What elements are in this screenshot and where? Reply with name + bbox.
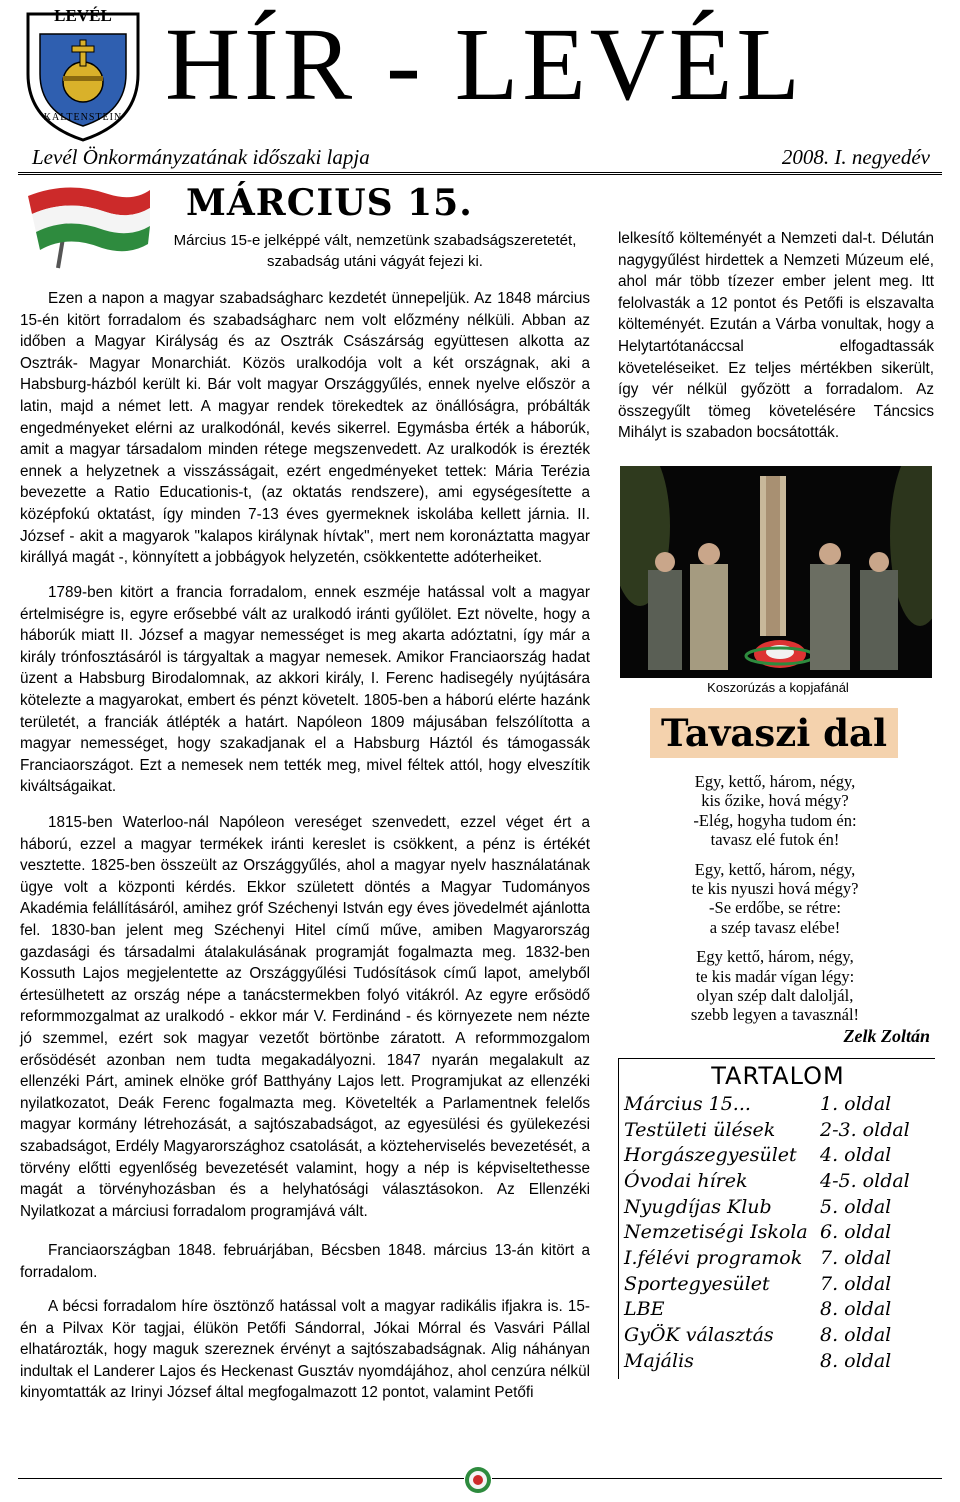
toc-item-label: Sportegyesület [624, 1273, 770, 1295]
toc-item-page: 4-5. oldal [820, 1170, 910, 1192]
article-paragraph [20, 812, 590, 1222]
toc-item-label: Óvodai hírek [624, 1170, 748, 1192]
article-continuation: lelkesítő költeményét a Nemzeti dal-t. Délután nagygyűlést hirdettek a Nemzeti Múzeum elé, ahol már több tízezer ember jelent meg. Itt felolvasták a 12 pontot és Petőfi is elszavalta költeményét. Ezután a Várba vonultak, hogy a Helytartótanáccsal elfogadtassák követeléseiket. Ez teljes mértékben sikerült, így vér nélkül győzött a forradalom. Az összegyűlt tömeg követelésére Táncsics Mihályt is szabadon bocsátották. [618, 230, 934, 442]
cockade-icon [464, 1466, 492, 1494]
toc-item [624, 1118, 924, 1144]
toc-item [624, 1272, 924, 1298]
poem-stanza [622, 860, 928, 938]
toc-item-label: LBE [624, 1298, 665, 1320]
poem-line: te kis nyuszi hová mégy? [691, 879, 859, 899]
toc-item-label: Majális [624, 1350, 694, 1372]
toc-item-page: 8. oldal [820, 1350, 892, 1372]
toc-item-label: Nyugdíjas Klub [624, 1196, 772, 1218]
paragraph-text: 1789-ben kitört a francia forradalom, ennek eszméje hatással volt a magyar értelmiségre is, egyre erősebbé vált az uralkodó iránti gyűlölet. Ezt növelte, hogy a háborúk miatt II. József a magyar nemességet is meg akarta adóztatni, így már a király trónfosztásáról is tárgyaltak a magyar nemesek. Amikor Franciaország hadat üzent a Habsburg Birodalomnak, az akkori király, I. Ferenc hadisegély nyújtására kötelezte a magyarokat, embert és pénzt követelt. 1805-ben a háború elérte hazánk területét, a franciák átlépték a határt. Napóleon 1809 májusában felszólította a magyar nemességet, hogy szakadjanak el a Habsburg Háztól és támogassák Franciaországot. Ezt a nemesek nem tették meg, mivel féltek attól, hogy elveszítik kiváltságaikat. [20, 584, 590, 796]
crest-text-bottom: KALTENSTEIN [43, 112, 123, 123]
toc-item-label: Nemzetiségi Iskola [624, 1221, 808, 1243]
toc-item-label: GyÖK választás [624, 1324, 774, 1346]
newsletter-title: HÍR - LEVÉL [165, 7, 804, 122]
newsletter-subtitle: Levél Önkormányzatának időszaki lapja [32, 145, 370, 169]
poem-body [622, 772, 928, 1035]
poem-title: Tavaszi dal [650, 708, 898, 758]
toc-item [624, 1092, 924, 1118]
toc-item-label: Március 15... [624, 1093, 751, 1115]
poem-line: tavasz elé futok én! [710, 830, 840, 850]
article-paragraph [20, 288, 590, 569]
photo-caption: Koszorúzás a kopjafánál [707, 680, 849, 695]
poem-line: te kis madár vígan légy: [695, 966, 855, 986]
poem-line: -Se erdőbe, se rétre: [709, 898, 841, 918]
poem-line: olyan szép dalt daloljál, [696, 986, 854, 1006]
toc-item [624, 1297, 924, 1323]
toc-item-page: 7. oldal [820, 1273, 892, 1295]
article-title: MÁRCIUS 15. [186, 182, 473, 224]
toc-item-label: Horgászegyesület [624, 1144, 797, 1166]
ceremony-photo [620, 466, 932, 678]
toc-item-page: 7. oldal [820, 1247, 892, 1269]
toc-item-label: I.félévi programok [624, 1247, 803, 1269]
toc-item [624, 1143, 924, 1169]
article-paragraph [20, 1296, 590, 1404]
paragraph-text: 1815-ben Waterloo-nál Napóleon vereséget szenvedett, ezzel véget ért a háború, ezzel a magyar termékek iránti kereslet is csökkent, a pénz is értékét vesztette. 1825-ben összeült az Országgyűlés, ahol a magyar nyelv használatának ügye volt a központi kérdés. Ekkor született döntés a Magyar Tudományos Akadémia felállításáról, amihez gróf Széchenyi István egy éves jövedelmét ajánlotta fel. 1830-ban jelent meg Széchenyi Hitel című műve, amiben Magyarország gazdasági és társadalmi átalakulásának programját fogalmazta meg. 1832-ben Kossuth Lajos megjelentette az Országgyűlési Tudósítások című lapot, amelyből értesülhetett az ország népe a tanácstermekben folyó vitákról. Az egyre erősödő reformmozgalmat az uralkodó - ekkor már V. Ferdinánd - és környezete nem nézte jó szemmel, ezért sok magyar vezetőt börtönbe záratott. A reformmozgalom erősödését azonban nem tudta megakadályozni. 1847 nyarán megalakult az ellenzéki Párt, aminek elnöke gróf Batthyány Lajos lett. Programjukat az ellenzéki nyilatkozatot, Deák Ferenc fogalmazta meg. Követelték a Parlamentnek felelős magyar kormány létrehozását, a sajtószabadságot, az egyesülési és gyülekezési szabadságot, Erdély Magyarországhoz csatolását, a közteherviselés bevezetését, a törvény előtti egyenlőség bevezetését valamint, hogy a nép is képviseltethesse magát a törvényhozásban és a helyhatósági választásokon. Az Ellenzéki Nyilatkozat a márciusi forradalom programjává vált. [20, 814, 590, 1220]
toc-item-page: 2-3. oldal [820, 1119, 910, 1141]
poem-line: Egy, kettő, három, négy, [694, 772, 856, 791]
article-paragraph [20, 582, 590, 798]
issue-label: 2008. I. negyedév [781, 145, 930, 169]
poem-line: szebb legyen a tavasznál! [690, 1005, 860, 1025]
poem-line: Egy kettő, három, négy, [696, 947, 854, 967]
toc-item-page: 4. oldal [820, 1144, 892, 1166]
poem-author: Zelk Zoltán [843, 1026, 930, 1046]
poem-line: a szép tavasz elébe! [709, 917, 841, 937]
crest-text-top: LEVÉL [54, 6, 112, 25]
toc-title: TARTALOM [711, 1062, 845, 1090]
poem-stanza [622, 772, 928, 850]
poem-line: Egy, kettő, három, négy, [694, 859, 856, 879]
masthead-rule [18, 172, 942, 175]
toc-item-page: 1. oldal [820, 1093, 892, 1115]
toc-item [624, 1169, 924, 1195]
toc-item-page: 8. oldal [820, 1298, 892, 1320]
toc-item-page: 5. oldal [820, 1196, 892, 1218]
article-paragraph [20, 1240, 590, 1283]
toc-item [624, 1246, 924, 1272]
toc-item-page: 8. oldal [820, 1324, 892, 1346]
paragraph-text: Ezen a napon a magyar szabadságharc kezdetét ünnepeljük. Az 1848 március 15-én kitört forradalom és szabadságharc nem volt előzmény nélküli. Abban az időben a Magyar Királyság és az Osztrák Császárság együttesen alkotta az Osztrák- Magyar Monarchiát. Közös uralkodója volt a két országnak, aki a Habsburg-házból került ki. Bár volt magyar Országgyűlés, ennek nyelve először a latin, majd a német lett. A magyar rendek törekedtek az önállóságra, próbálták engedményeket elérni az uralkodónál, kevés sikerrel. Egymásba érték a háborúk, amit a magyar társadalom minden rétege megszenvedett. Az uralkodók is érezték ennek a helyzetnek a visszásságait, ezért engedményeket tettek: Mária Terézia bevezette a Ratio Educationis-t, (az oktatás rendszere), ami egységesítette a középfokú oktatást, így minden 7-13 éves gyermeknek iskolába kellett járnia. II. József - akit a magyarok "kalapos királynak hívtak", mert nem koronáztatta magyar királlyá magát -, könnyített a jobbágyok helyzetén, csökkentette adóterheiket. [20, 290, 590, 567]
poem-line: kis őzike, hová mégy? [701, 791, 849, 811]
toc-item [624, 1323, 924, 1349]
hungarian-flag-icon [18, 176, 154, 272]
toc-item-label: Testületi ülések [624, 1119, 776, 1141]
toc-item [624, 1220, 924, 1246]
poem-line: -Elég, hogyha tudom én: [693, 810, 857, 830]
toc-item [624, 1195, 924, 1221]
toc-item [624, 1349, 924, 1375]
paragraph-text: Franciaországban 1848. februárjában, Bécsben 1848. március 13-án kitört a forradalom. [20, 1242, 590, 1281]
poem-stanza [622, 947, 928, 1025]
toc-item-page: 6. oldal [820, 1221, 892, 1243]
paragraph-text: A bécsi forradalom híre ösztönző hatással volt a magyar radikális ifjakra is. 15-én a Pilvax Kör tagjai, élükön Petőfi Sándorral, Jókai Mórral és Vasvári Pállal elhatározták, hogy maguk szereznek érvényt a sajtószabadságnak. Alig náhányan indultak el Landerer Lajos és Heckenast Gusztáv nyomdájához, ahol cenzúra nélkül kinyomtatták az Irinyi József által megfogalmazott 12 pontot, valamint Petőfi [20, 1298, 590, 1402]
article-lead: Március 15-e jelképpé vált, nemzetünk szabadságszeretetét, szabadság utáni vágyát fejezi ki. [173, 232, 577, 270]
